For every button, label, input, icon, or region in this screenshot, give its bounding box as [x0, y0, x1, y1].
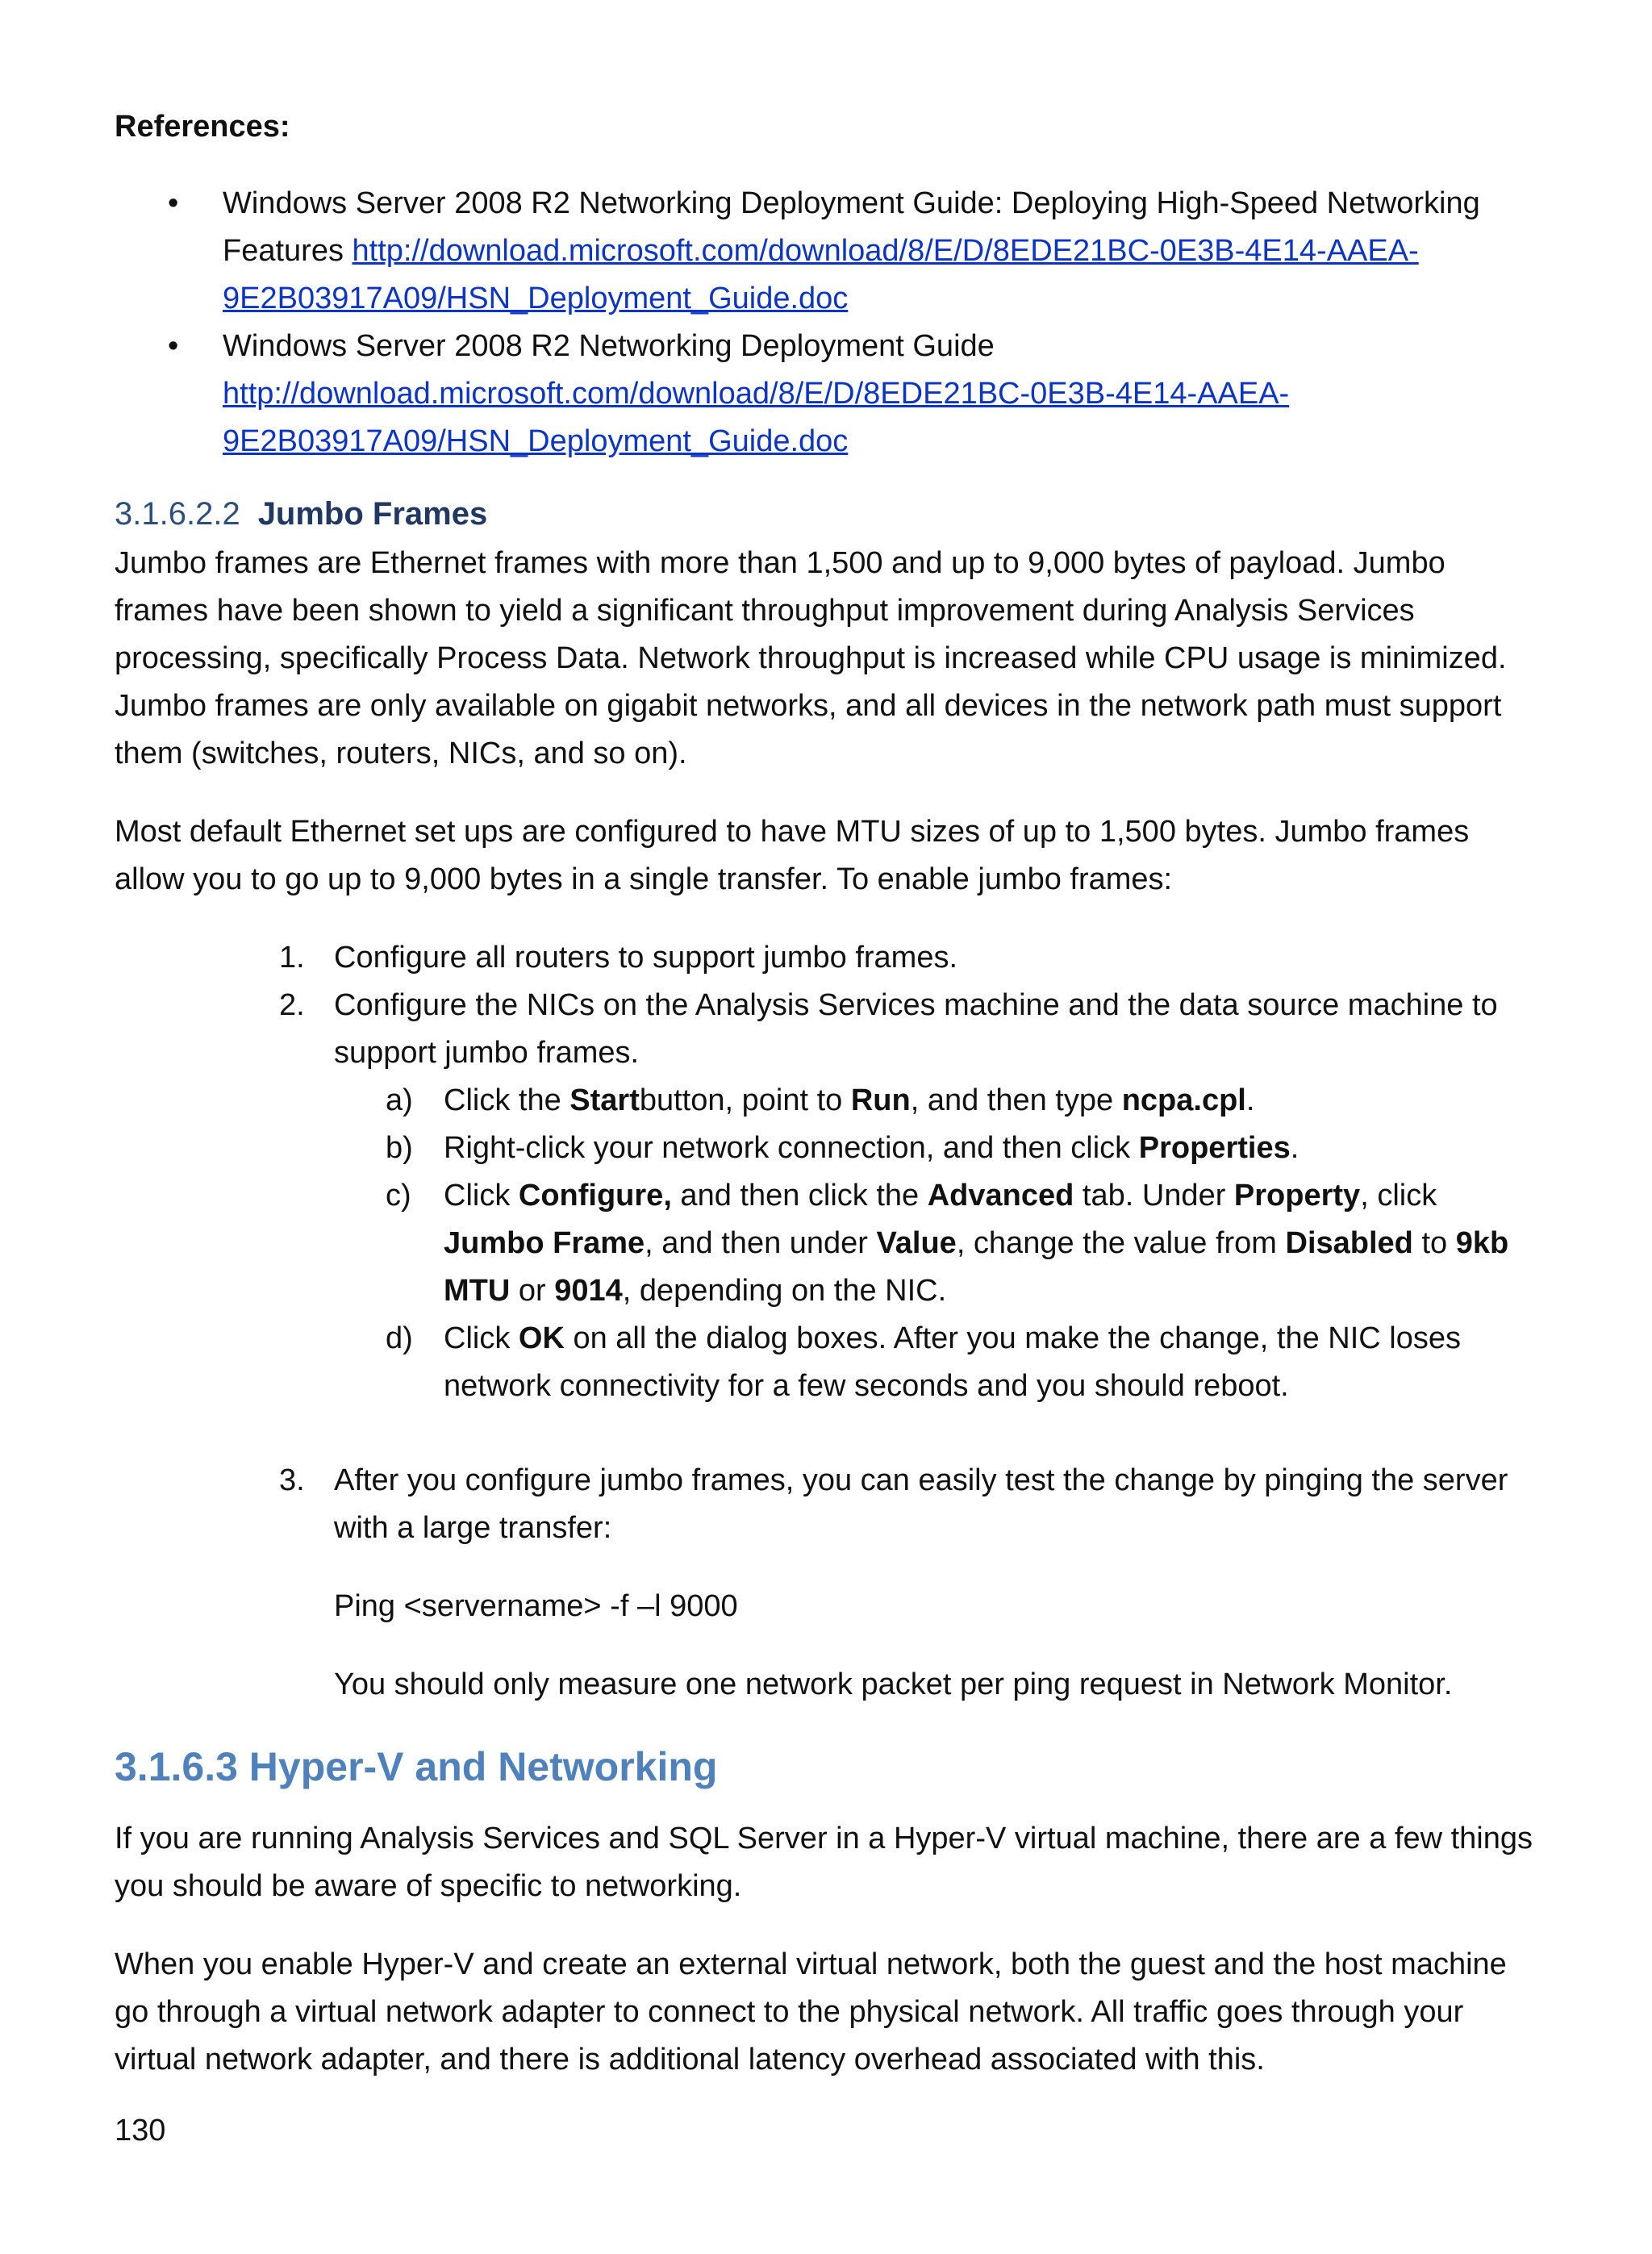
jumbo-paragraph-1: Jumbo frames are Ethernet frames with more than 1,500 and up to 9,000 bytes of payload. Jumbo frames have been shown to yield a significant throughput improvement during Analysis Services processing, specifically Process Data. Network throughput is increased while CPU usage is minimized. Jumbo frames are only available on gigabit networks, and all devices in the network path must support them (switches, routers, NICs, and so on). [115, 546, 1507, 770]
step-text: Configure the NICs on the Analysis Services machine and the data source machine to support jumbo frames. [334, 988, 1498, 1070]
substeps-list [334, 1077, 1534, 1410]
substep-text: button, point to [639, 1083, 851, 1117]
substep-item [115, 1172, 1534, 1315]
substep-text: Click the [444, 1083, 570, 1117]
substep-text: and then click the [671, 1179, 928, 1213]
step-item [115, 934, 1534, 982]
step-item [115, 1457, 1534, 1552]
substep-text: . [1290, 1131, 1299, 1165]
jumbo-paragraph-2: Most default Ethernet set ups are configured to have MTU sizes of up to 1,500 bytes. Jumbo frames allow you to go up to 9,000 bytes in a single transfer. To enable jumbo frames: [115, 815, 1470, 896]
step-marker: 2. [279, 988, 305, 1022]
hyperv-heading: 3.1.6.3 Hyper-V and Networking [115, 1744, 718, 1789]
ui-term: Start [569, 1083, 640, 1117]
substep-text: , and then type [910, 1083, 1122, 1117]
substep-item [115, 1315, 1534, 1410]
substep-marker: d) [386, 1321, 413, 1355]
step-marker: 1. [279, 941, 305, 975]
substep-text: to [1412, 1226, 1456, 1260]
step-text: Configure all routers to support jumbo frames. [334, 941, 958, 975]
ui-term: 9kb MTU [444, 1226, 1509, 1308]
substep-text: Click [444, 1321, 519, 1355]
substep-text: or [510, 1274, 555, 1308]
bullet-icon: • [168, 329, 179, 363]
ui-term: Configure, [518, 1179, 672, 1213]
step-text: After you configure jumbo frames, you can easily test the change by pinging the server with a large transfer: [334, 1463, 1508, 1545]
substep-marker: c) [386, 1179, 411, 1213]
ui-term: Run [850, 1083, 911, 1117]
reference-item [115, 323, 1534, 465]
ping-command: Ping <servername> -f –l 9000 [334, 1589, 738, 1623]
substep-item [115, 1077, 1534, 1125]
hyperv-paragraph-1: If you are running Analysis Services and SQL Server in a Hyper-V virtual machine, there are a few things you should be aware of specific to networking. [115, 1822, 1533, 1903]
ui-term: Property [1233, 1179, 1361, 1213]
reference-text: Windows Server 2008 R2 Networking Deployment Guide: Deploying High-Speed Networking Features [223, 186, 1480, 268]
ui-term: Disabled [1285, 1226, 1413, 1260]
ui-term: Advanced [927, 1179, 1074, 1213]
hyperv-paragraph-2: When you enable Hyper-V and create an external virtual network, both the guest and the host machine go through a virtual network adapter to connect to the physical network. All traffic goes through your virtual network adapter, and there is additional latency overhead associated with this. [115, 1947, 1507, 2077]
ui-term: Properties [1138, 1131, 1291, 1165]
substep-text: Right-click your network connection, and then click [444, 1131, 1139, 1165]
reference-text: Windows Server 2008 R2 Networking Deployment Guide [223, 329, 995, 363]
ui-term: OK [518, 1321, 565, 1355]
section-number: 3.1.6.2.2 [115, 496, 240, 532]
substep-text: Click [444, 1179, 519, 1213]
reference-link[interactable]: http://download.microsoft.com/download/8/E/D/8EDE21BC-0E3B-4E14-AAEA-9E2B03917A09/HSN_Deployment_Guide.doc [223, 377, 1290, 458]
substep-marker: a) [386, 1083, 413, 1117]
ui-term: Value [876, 1226, 957, 1260]
bullet-icon: • [168, 186, 179, 220]
substep-text: . [1245, 1083, 1255, 1117]
ping-note: You should only measure one network packet per ping request in Network Monitor. [334, 1668, 1453, 1701]
substep-marker: b) [386, 1131, 413, 1165]
ui-term: ncpa.cpl [1121, 1083, 1246, 1117]
reference-link[interactable]: http://download.microsoft.com/download/8/E/D/8EDE21BC-0E3B-4E14-AAEA-9E2B03917A09/HSN_Deployment_Guide.doc [223, 234, 1419, 315]
steps-list [115, 934, 1534, 1552]
section-title: Jumbo Frames [257, 496, 488, 532]
step-item [115, 982, 1534, 1410]
substep-item [115, 1125, 1534, 1172]
substep-text: on all the dialog boxes. After you make the change, the NIC loses network connectivity for a few seconds and you should reboot. [444, 1321, 1462, 1403]
page-number: 130 [115, 2114, 166, 2148]
references-list [115, 180, 1534, 465]
substep-text: tab. Under [1074, 1179, 1234, 1213]
substep-text: , click [1360, 1179, 1437, 1213]
reference-item [115, 180, 1534, 323]
references-heading: References: [115, 110, 290, 144]
jumbo-frames-heading [115, 488, 1534, 540]
page-content [115, 103, 1534, 2084]
ui-term: 9014 [554, 1274, 623, 1308]
substep-text: , depending on the NIC. [622, 1274, 947, 1308]
substep-text: , and then under [645, 1226, 877, 1260]
step-marker: 3. [279, 1463, 305, 1497]
ui-term: Jumbo Frame [444, 1226, 645, 1260]
substep-text: , change the value from [956, 1226, 1286, 1260]
